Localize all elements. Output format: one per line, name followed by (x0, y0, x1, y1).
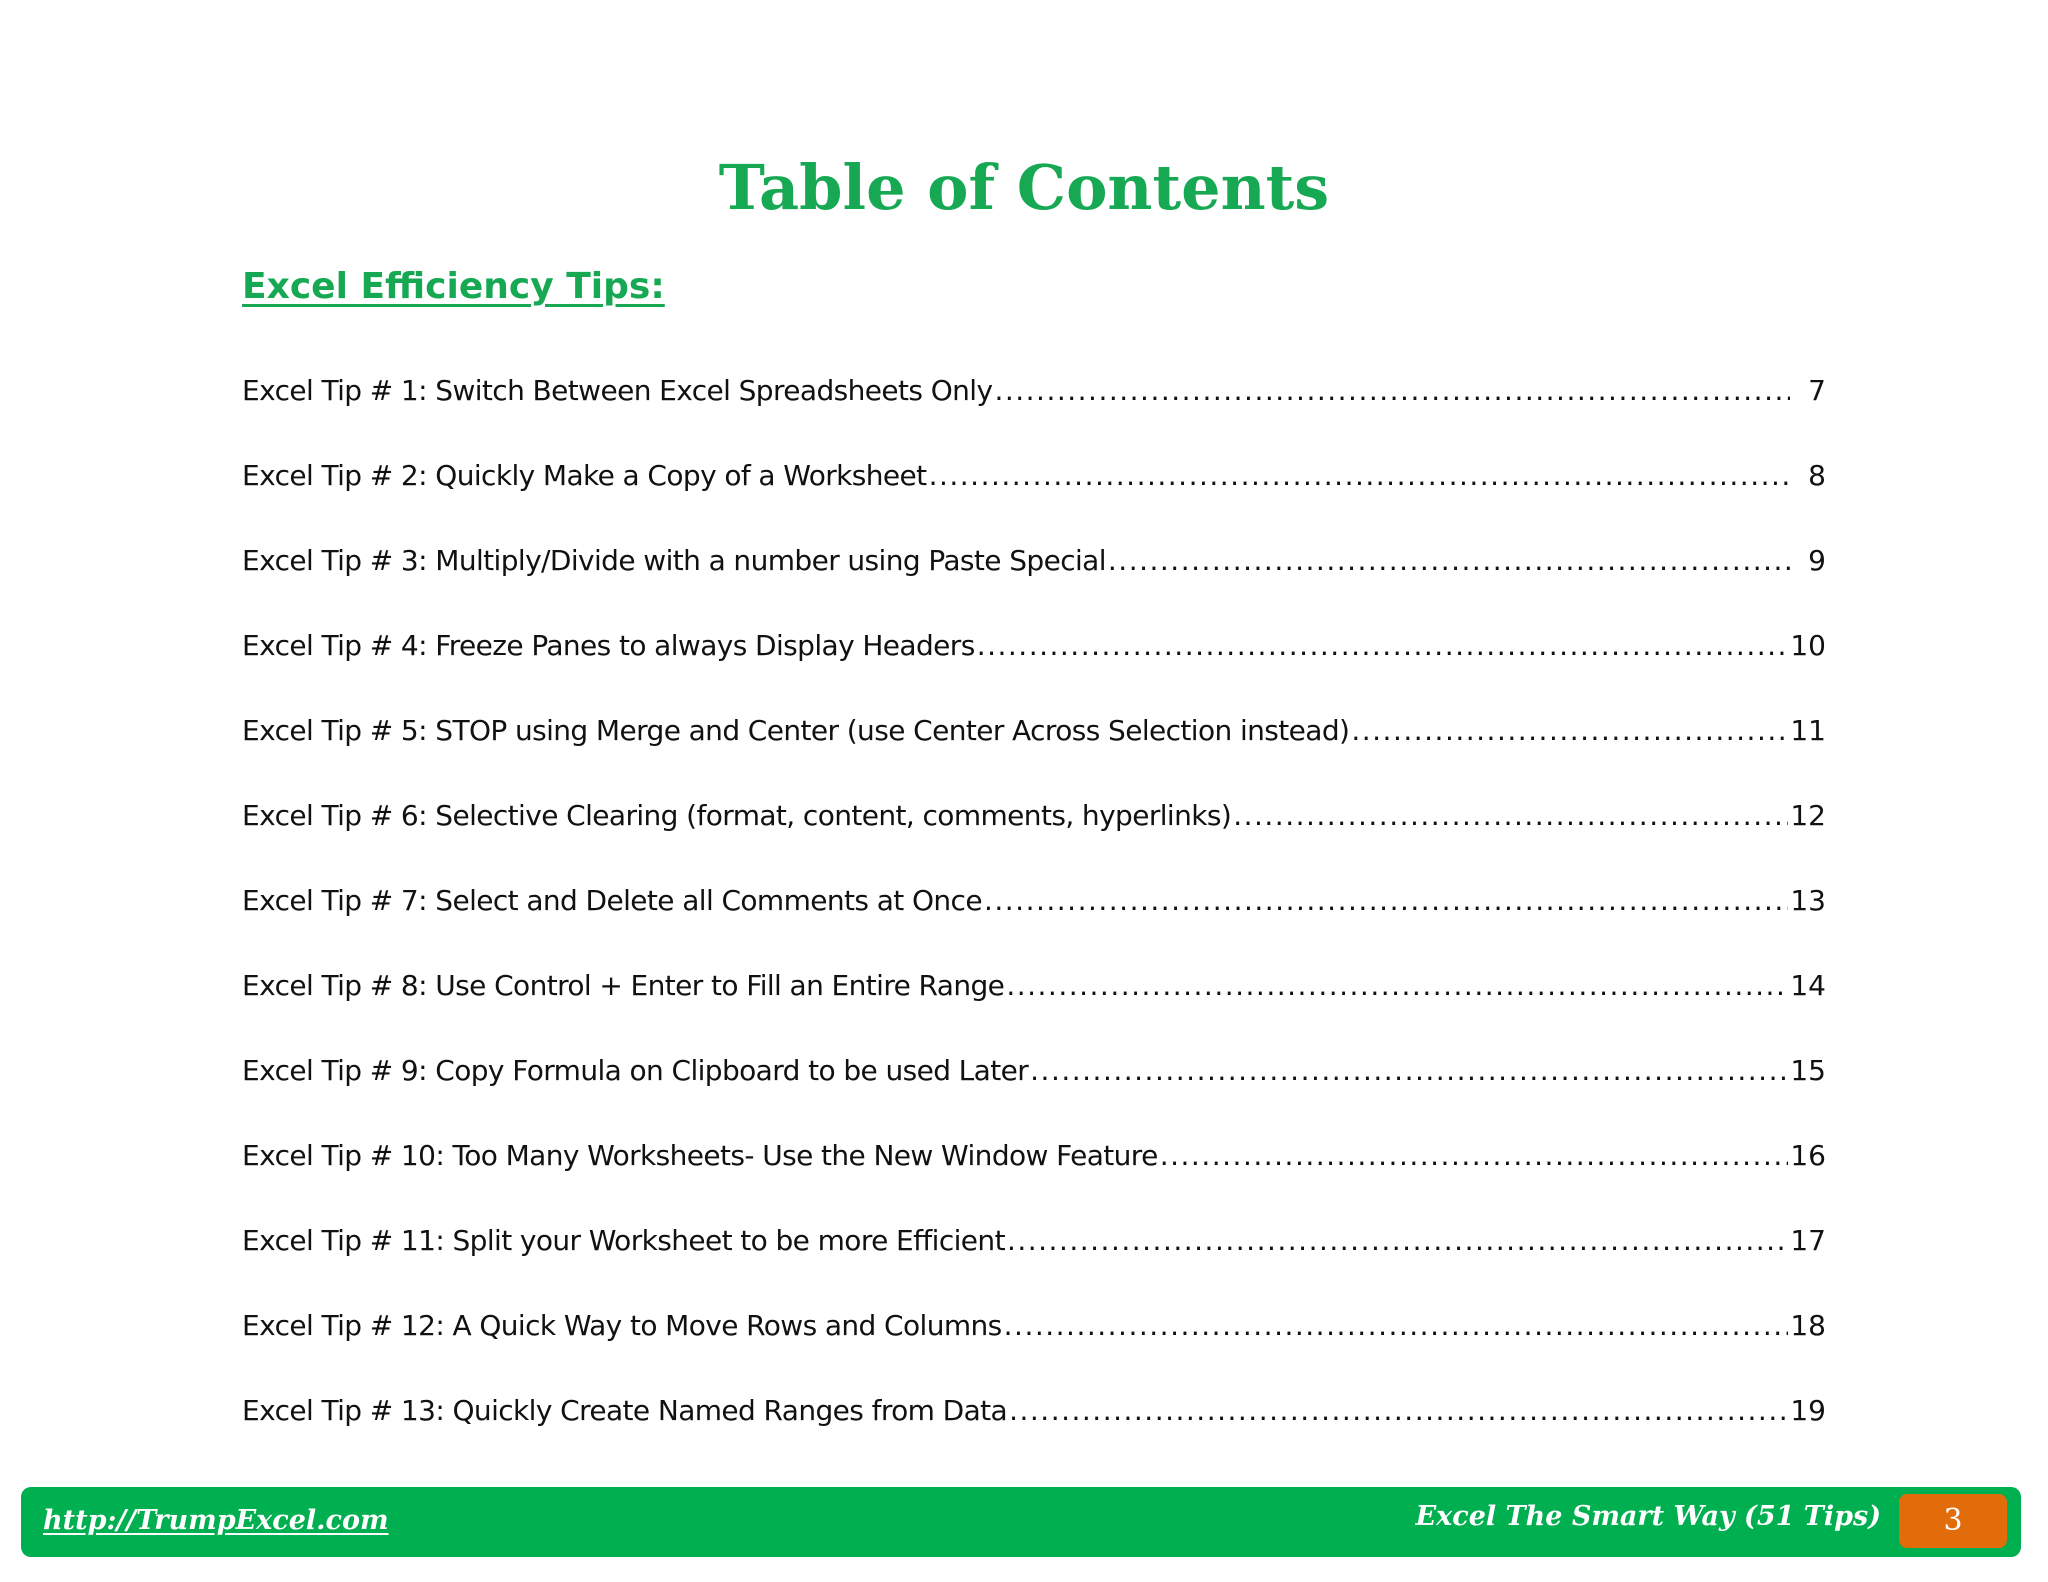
toc-leader-dots (1160, 1131, 1789, 1181)
footer-book-title: Excel The Smart Way (51 Tips) (1415, 1501, 1881, 1532)
toc-entry-6[interactable] (242, 791, 1826, 876)
toc-leader-dots (1108, 536, 1790, 586)
toc-entry-page: 9 (1808, 544, 1826, 577)
toc-entry-9[interactable] (242, 1046, 1826, 1131)
toc-entry-13[interactable] (242, 1386, 1826, 1471)
toc-entry-8[interactable] (242, 961, 1826, 1046)
toc-leader-dots (1004, 1301, 1789, 1351)
toc-entry-page: 8 (1808, 459, 1826, 492)
toc-entry-12[interactable] (242, 1301, 1826, 1386)
toc-leader-dots (994, 366, 1790, 416)
toc-entry-5[interactable] (242, 706, 1826, 791)
toc-entry-7[interactable] (242, 876, 1826, 961)
toc-entry-10[interactable] (242, 1131, 1826, 1216)
toc-entry-title: Excel Tip # 8: Use Control + Enter to Fill an Entire Range (242, 969, 1005, 1002)
toc-entry-page: 17 (1790, 1224, 1826, 1257)
toc-entry-title: Excel Tip # 12: A Quick Way to Move Rows and Columns (242, 1309, 1002, 1342)
toc-entry-page: 15 (1790, 1054, 1826, 1087)
toc-entry-2[interactable] (242, 451, 1826, 536)
page-title: Table of Contents (718, 151, 1330, 224)
toc-leader-dots (1007, 1216, 1788, 1266)
toc-entry-title: Excel Tip # 5: STOP using Merge and Center (use Center Across Selection instead) (242, 714, 1350, 747)
toc-entry-page: 14 (1790, 969, 1826, 1002)
toc-entry-title: Excel Tip # 2: Quickly Make a Copy of a Worksheet (242, 459, 927, 492)
toc-entry-title: Excel Tip # 9: Copy Formula on Clipboard to be used Later (242, 1054, 1029, 1087)
toc-entry-page: 7 (1808, 374, 1826, 407)
toc-leader-dots (1006, 961, 1788, 1011)
toc-entry-title: Excel Tip # 11: Split your Worksheet to be more Efficient (242, 1224, 1005, 1257)
toc-entry-1[interactable] (242, 366, 1826, 451)
toc-leader-dots (929, 451, 1790, 501)
toc-entry-title: Excel Tip # 6: Selective Clearing (format, content, comments, hyperlinks) (242, 799, 1232, 832)
toc-entry-page: 11 (1790, 714, 1826, 747)
toc-leader-dots (977, 621, 1789, 671)
toc-entry-11[interactable] (242, 1216, 1826, 1301)
toc-leader-dots (1351, 706, 1788, 756)
toc-entry-title: Excel Tip # 10: Too Many Worksheets- Use the New Window Feature (242, 1139, 1158, 1172)
toc-entry-title: Excel Tip # 13: Quickly Create Named Ranges from Data (242, 1394, 1008, 1427)
toc-leader-dots (984, 876, 1788, 926)
toc-list (242, 366, 1826, 1471)
toc-entry-4[interactable] (242, 621, 1826, 706)
toc-leader-dots (1009, 1386, 1788, 1436)
toc-entry-page: 12 (1790, 799, 1826, 832)
toc-entry-title: Excel Tip # 4: Freeze Panes to always Display Headers (242, 629, 975, 662)
toc-entry-3[interactable] (242, 536, 1826, 621)
toc-entry-page: 13 (1790, 884, 1826, 917)
toc-entry-title: Excel Tip # 1: Switch Between Excel Spreadsheets Only (242, 374, 993, 407)
toc-entry-page: 19 (1790, 1394, 1826, 1427)
footer-website-link[interactable]: http://TrumpExcel.com (43, 1505, 389, 1536)
toc-entry-title: Excel Tip # 3: Multiply/Divide with a number using Paste Special (242, 544, 1106, 577)
toc-leader-dots (1233, 791, 1788, 841)
page-number-badge: 3 (1899, 1494, 2007, 1548)
section-heading: Excel Efficiency Tips: (242, 266, 665, 307)
toc-entry-page: 10 (1790, 629, 1826, 662)
toc-entry-page: 16 (1790, 1139, 1826, 1172)
toc-leader-dots (1030, 1046, 1788, 1096)
toc-entry-page: 18 (1790, 1309, 1826, 1342)
footer-bar (21, 1487, 2021, 1557)
toc-entry-title: Excel Tip # 7: Select and Delete all Comments at Once (242, 884, 982, 917)
